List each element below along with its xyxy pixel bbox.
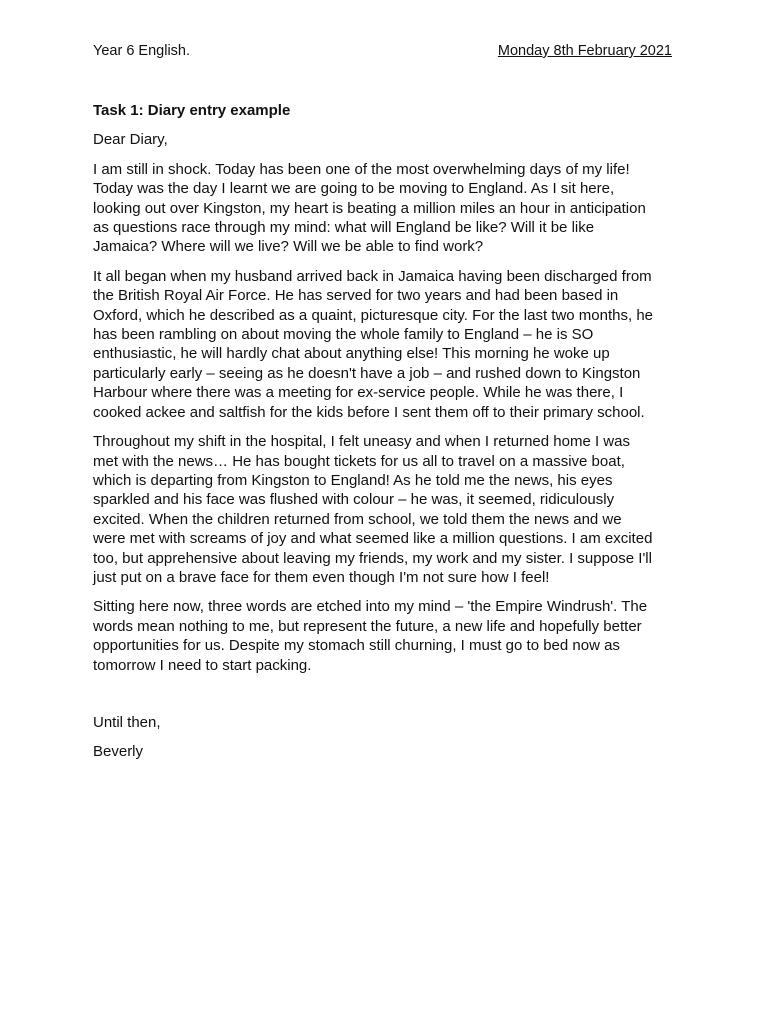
- task-title: Task 1: Diary entry example: [93, 102, 291, 119]
- text-line: opportunities for us. Despite my stomach still churning, I must go to bed now as: [93, 637, 620, 655]
- text-line: looking out over Kingston, my heart is beating a million miles an hour in anticipation: [93, 199, 646, 217]
- text-line: too, but apprehensive about leaving my friends, my work and my sister. I suppose I'll: [93, 549, 652, 567]
- paragraph-4: [93, 597, 683, 675]
- signature: Beverly: [93, 743, 144, 761]
- date-heading: Monday 8th February 2021: [497, 43, 672, 59]
- salutation: Dear Diary,: [93, 131, 168, 149]
- paragraph-2: [93, 267, 683, 422]
- text-line: met with the news… He has bought tickets for us all to travel on a massive boat,: [93, 452, 625, 470]
- text-line: Throughout my shift in the hospital, I felt uneasy and when I returned home I was: [93, 433, 630, 451]
- text-line: which is departing from Kingston to England! As he told me the news, his eyes: [93, 471, 613, 489]
- text-line: just put on a brave face for them even though I'm not sure how I feel!: [93, 568, 550, 586]
- text-line: I am still in shock. Today has been one of the most overwhelming days of my life!: [93, 160, 630, 178]
- text-line: It all began when my husband arrived back in Jamaica having been discharged from: [93, 267, 652, 285]
- text-line: were met with screams of joy and what seemed like a million questions. I am excited: [93, 530, 653, 548]
- text-line: Oxford, which he described as a quaint, picturesque city. For the last two months, he: [93, 306, 654, 324]
- text-line: Jamaica? Where will we live? Will we be able to find work?: [93, 238, 484, 256]
- text-line: cooked ackee and saltfish for the kids before I sent them off to their primary school.: [93, 403, 645, 421]
- text-line: tomorrow I need to start packing.: [93, 656, 312, 674]
- diary-content: [93, 101, 683, 762]
- text-line: Sitting here now, three words are etched into my mind – 'the Empire Windrush'. The: [93, 598, 648, 616]
- paragraph-3: [93, 432, 683, 587]
- paragraph-1: [93, 160, 683, 257]
- text-line: particularly early – seeing as he doesn't have a job – and rushed down to Kingston: [93, 364, 641, 382]
- text-line: enthusiastic, he will hardly chat about anything else! This morning he woke up: [93, 345, 610, 363]
- text-line: the British Royal Air Force. He has served for two years and had been based in: [93, 287, 619, 305]
- text-line: words mean nothing to me, but represent the future, a new life and hopefully better: [93, 617, 642, 635]
- subject-heading: Year 6 English.: [93, 43, 191, 59]
- text-line: Today was the day I learnt we are going to be moving to England. As I sit here,: [93, 180, 615, 198]
- text-line: excited. When the children returned from school, we told them the news and we: [93, 510, 622, 528]
- closing-line: Until then,: [93, 713, 161, 731]
- text-line: has been rambling on about moving the whole family to England – he is SO: [93, 326, 594, 344]
- text-line: as questions race through my mind: what will England be like? Will it be like: [93, 219, 595, 237]
- text-line: sparkled and his face was flushed with colour – he was, it seemed, ridiculously: [93, 491, 615, 509]
- text-line: Harbour where there was a meeting for ex-service people. While he was there, I: [93, 384, 624, 402]
